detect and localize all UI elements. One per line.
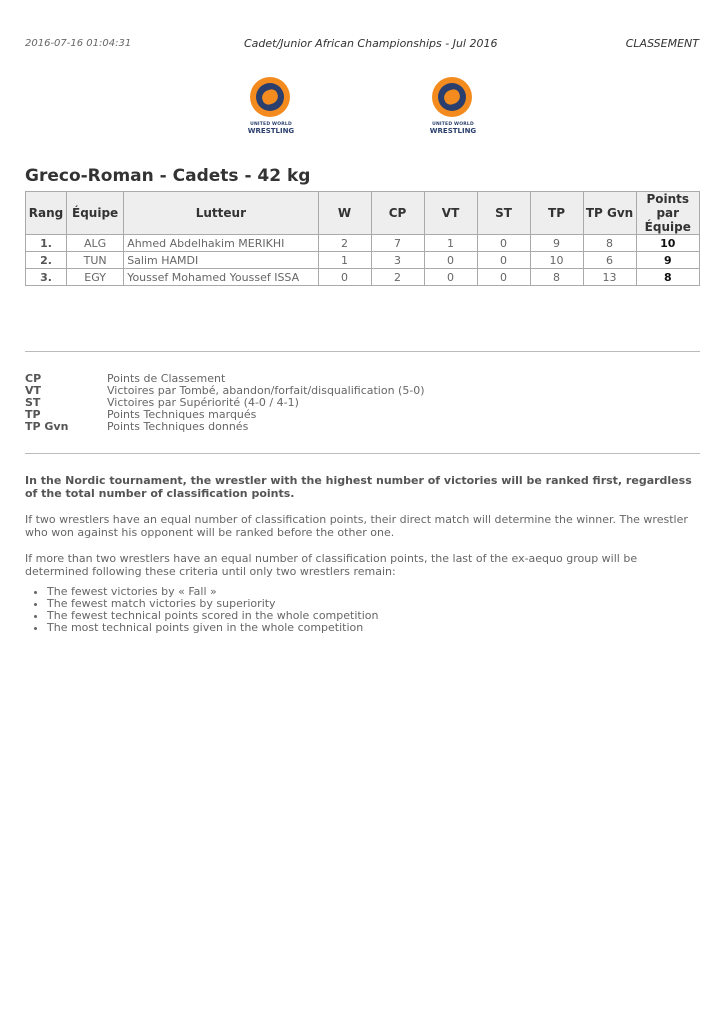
cell-cp: 2 <box>371 269 424 286</box>
page-title: Greco-Roman - Cadets - 42 kg <box>25 166 311 186</box>
legend-desc: Points Techniques donnés <box>107 420 249 433</box>
col-tp: TP <box>530 192 583 235</box>
legend-item <box>25 421 425 433</box>
cell-w: 2 <box>318 235 371 252</box>
cell-team: TUN <box>67 252 124 269</box>
cell-team: ALG <box>67 235 124 252</box>
list-item: • The fewest victories by « Fall » <box>47 586 700 598</box>
cell-tp: 9 <box>530 235 583 252</box>
cell-tp-gvn: 6 <box>583 252 636 269</box>
table-row <box>26 235 700 252</box>
header-event: Cadet/Junior African Championships - Jul 2016 <box>244 37 498 50</box>
legend-desc: Victoires par Supériorité (4-0 / 4-1) <box>107 396 299 409</box>
cell-vt: 0 <box>424 269 477 286</box>
col-points-equipe: Points par Équipe <box>636 192 699 235</box>
uww-logo-left <box>249 77 293 139</box>
legend-desc: Victoires par Tombé, abandon/forfait/disqualification (5-0) <box>107 384 425 397</box>
col-lutteur: Lutteur <box>124 192 318 235</box>
legend-desc: Points de Classement <box>107 372 226 385</box>
cell-st: 0 <box>477 252 530 269</box>
cell-w: 0 <box>318 269 371 286</box>
cell-w: 1 <box>318 252 371 269</box>
table-header-row <box>26 192 700 235</box>
criteria-list <box>25 586 700 634</box>
col-rang: Rang <box>26 192 67 235</box>
cell-points: 9 <box>636 252 699 269</box>
list-item: • The fewest technical points scored in the whole competition <box>47 610 700 622</box>
cell-points: 10 <box>636 235 699 252</box>
legend-abbr: CP <box>25 372 42 385</box>
cell-rank: 2. <box>26 252 67 269</box>
col-w: W <box>318 192 371 235</box>
legend-abbr: ST <box>25 396 41 409</box>
cell-cp: 7 <box>371 235 424 252</box>
legend <box>25 373 425 433</box>
col-st: ST <box>477 192 530 235</box>
divider <box>25 453 700 454</box>
rule-more-equal: If more than two wrestlers have an equal number of classification points, the last of the ex-aequo group will be determined following these criteria until only two wrestlers remain: <box>25 552 638 578</box>
cell-name: Ahmed Abdelhakim MERIKHI <box>124 235 318 252</box>
cell-vt: 1 <box>424 235 477 252</box>
legend-abbr: TP <box>25 408 41 421</box>
cell-st: 0 <box>477 269 530 286</box>
table-row <box>26 252 700 269</box>
cell-rank: 3. <box>26 269 67 286</box>
header-section: CLASSEMENT <box>625 37 699 50</box>
col-equipe: Équipe <box>67 192 124 235</box>
list-item: • The fewest match victories by superiority <box>47 598 700 610</box>
divider <box>25 351 700 352</box>
legend-abbr: VT <box>25 384 42 397</box>
list-item: • The most technical points given in the whole competition <box>47 622 700 634</box>
col-vt: VT <box>424 192 477 235</box>
cell-name: Youssef Mohamed Youssef ISSA <box>124 269 318 286</box>
col-cp: CP <box>371 192 424 235</box>
legend-abbr: TP Gvn <box>25 420 69 433</box>
legend-desc: Points Techniques marqués <box>107 408 257 421</box>
logo-line1: UNITED WORLD <box>250 122 292 127</box>
logo-line2: WRESTLING <box>429 127 477 135</box>
table-row <box>26 269 700 286</box>
cell-tp: 10 <box>530 252 583 269</box>
cell-cp: 3 <box>371 252 424 269</box>
uww-logo-right <box>431 77 475 139</box>
cell-points: 8 <box>636 269 699 286</box>
rule-nordic: In the Nordic tournament, the wrestler with the highest number of victories will be ranked first, regardless of the total number of classification points. <box>25 474 692 500</box>
cell-st: 0 <box>477 235 530 252</box>
results-table <box>25 191 700 286</box>
col-tp-gvn: TP Gvn <box>583 192 636 235</box>
ranking-rules <box>25 474 700 634</box>
cell-rank: 1. <box>26 235 67 252</box>
header-timestamp: 2016-07-16 01:04:31 <box>25 38 132 49</box>
logo-line2: WRESTLING <box>247 127 295 135</box>
cell-team: EGY <box>67 269 124 286</box>
cell-name: Salim HAMDI <box>124 252 318 269</box>
rule-two-equal: If two wrestlers have an equal number of classification points, their direct match will determine the winner. The wrestler who won against his opponent will be ranked before the other one. <box>25 513 688 539</box>
cell-tp-gvn: 8 <box>583 235 636 252</box>
cell-tp-gvn: 13 <box>583 269 636 286</box>
logo-line1: UNITED WORLD <box>432 122 474 127</box>
cell-vt: 0 <box>424 252 477 269</box>
cell-tp: 8 <box>530 269 583 286</box>
